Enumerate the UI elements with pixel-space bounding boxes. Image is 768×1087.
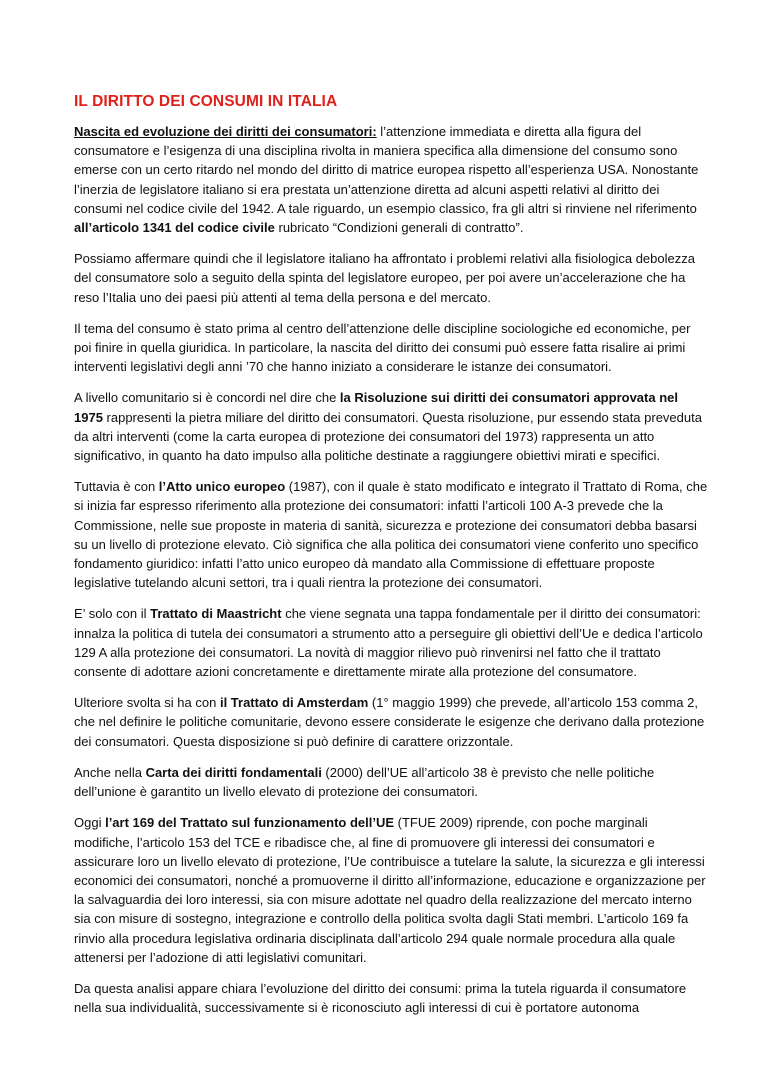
text-run: E’ solo con il (74, 606, 151, 622)
text-run: A livello comunitario si è concordi nel dire che (74, 390, 340, 406)
text-run: Il tema del consumo è stato prima al centro dell’attenzione delle discipline sociologiche ed economiche, per poi finire in quella giuridica. In particolare, la nascita del diritto dei consumi può essere fatta risalire ai primi interventi legislativi degli anni ’70 che hanno iniziato a considerare le istanze dei consumatori. (74, 320, 691, 375)
text-run: Tuttavia è con (74, 479, 159, 495)
bold-run: Carta dei diritti fondamentali (145, 764, 322, 780)
paragraph-3 (74, 388, 708, 465)
bold-run: l’Atto unico europeo (158, 479, 286, 495)
paragraph-2 (74, 319, 708, 377)
paragraph-6 (74, 693, 708, 751)
paragraph-0 (74, 122, 708, 237)
text-run: Anche nella (74, 764, 146, 780)
bold-run: il Trattato di Amsterdam (219, 695, 369, 711)
text-run: rappresenti la pietra miliare del diritto dei consumatori. Questa risoluzione, pur essendo stata preveduta da altri interventi (come la carta europea di protezione dei consumatori del 1973) rappresenta un atto significativo, in quanto ha dato impulso alla politiche destinate a raggiungere obiettivi mirati e specifici. (74, 409, 702, 464)
bold-run: l’art 169 del Trattato sul funzionamento dell’UE (105, 815, 395, 831)
text-run: (1° maggio 1999) che prevede, all’articolo 153 comma 2, che nel definire le politiche comunitarie, devono essere considerate le esigenze che derivano dalla protezione dei consumatori. Questa disposizione si può definire di carattere orizzontale. (74, 695, 705, 749)
paragraph-5 (74, 604, 708, 681)
document-title: IL DIRITTO DEI CONSUMI IN ITALIA (74, 93, 338, 110)
text-run: Oggi (74, 815, 106, 831)
paragraph-9 (74, 979, 708, 1017)
text-run: che viene segnata una tappa fondamentale per il diritto dei consumatori: innalza la politica di tutela dei consumatori a strumento atto a perseguire gli obiettivi dell’Ue e dedica l’articolo 129 A alla protezione dei consumatori. La novità di maggior rilievo può rinvenirsi nel fatto che il trattato consente di adottare azioni concretamente e direttamente mirate alla protezione del consumatore. (74, 606, 703, 680)
text-run: Possiamo affermare quindi che il legislatore italiano ha affrontato i problemi relativi alla fisiologica debolezza del consumatore solo a seguito della spinta del legislatore europeo, per poi avere un’accelerazione che ha reso l’Italia uno dei paesi più attenti al tema della persona e del mercato. (74, 251, 695, 305)
text-run: (2000) dell’UE all’articolo 38 è previsto che nelle politiche dell’unione è garantito un livello elevato di protezione dei consumatori. (74, 764, 655, 800)
text-run: rubricato “Condizioni generali di contratto”. (274, 220, 524, 236)
section-heading-run: Nascita ed evoluzione dei diritti dei consumatori: (74, 124, 377, 139)
paragraph-1 (74, 249, 708, 307)
bold-run: la Risoluzione sui diritti dei consumatori approvata nel 1975 (74, 390, 678, 425)
paragraph-8 (74, 813, 708, 967)
bold-run: all’articolo 1341 del codice civile (74, 220, 275, 236)
text-run: (TFUE 2009) riprende, con poche marginali modifiche, l’articolo 153 del TCE e ribadisce che, al fine di promuovere gli interessi dei consumatori e assicurare loro un livello elevato di protezione, l’Ue contribuisce a tutelare la salute, la sicurezza e gli interessi economici dei consumatori, nonché a promuoverne il diritto all’informazione, educazione e organizzazione per la salvaguardia dei loro interessi, sia con misure adottate nel quadro della realizzazione del mercato interno sia con misure di sostegno, integrazione e controllo della politica svolta dagli Stati membri. L’articolo 169 fa rinvio alla procedura legislativa ordinaria disciplinata dall’articolo 294 quale normale procedura alla quale attenersi per l’adozione di atti legislativi comunitari. (74, 815, 706, 965)
text-run: (1987), con il quale è stato modificato e integrato il Trattato di Roma, che si inizia far espresso riferimento alla protezione dei consumatori: infatti l’articoli 100 A-3 prevede che la Commissione, nelle sue proposte in materia di sanità, sicurezza e protezione dei consumatori debba basarsi su un livello di protezione elevato. Ciò significa che alla politica dei consumatori viene conferito uno specifico fondamento giuridico: infatti l’atto unico europeo dà mandato alla Commissione di effettuare proposte legislative tutelando alcuni settori, tra i quali rientra la protezione dei consumatori. (74, 479, 708, 591)
text-run: l’attenzione immediata e diretta alla figura del consumatore e l’esigenza di una disciplina rivolta in maniera specifica alla dimensione del consumo sono emerse con un certo ritardo nel mondo del diritto di matrice europea rispetto all’esperienza USA. Nonostante l’inerzia de legislatore italiano si era prestata un’attenzione diretta ad alcuni aspetti relativi al diritto dei consumi nel codice civile del 1942. A tale riguardo, un esempio classico, fra gli altri si rinviene nel riferimento (74, 124, 699, 216)
bold-run: Trattato di Maastricht (150, 606, 282, 622)
paragraph-4 (74, 477, 708, 592)
paragraph-7 (74, 763, 708, 801)
text-run: Da questa analisi appare chiara l’evoluzione del diritto dei consumi: prima la tutela riguarda il consumatore nella sua individualità, successivamente si è riconosciuto agli interessi di cui è portatore autonoma (74, 980, 687, 1016)
text-run: Ulteriore svolta si ha con (74, 695, 220, 711)
